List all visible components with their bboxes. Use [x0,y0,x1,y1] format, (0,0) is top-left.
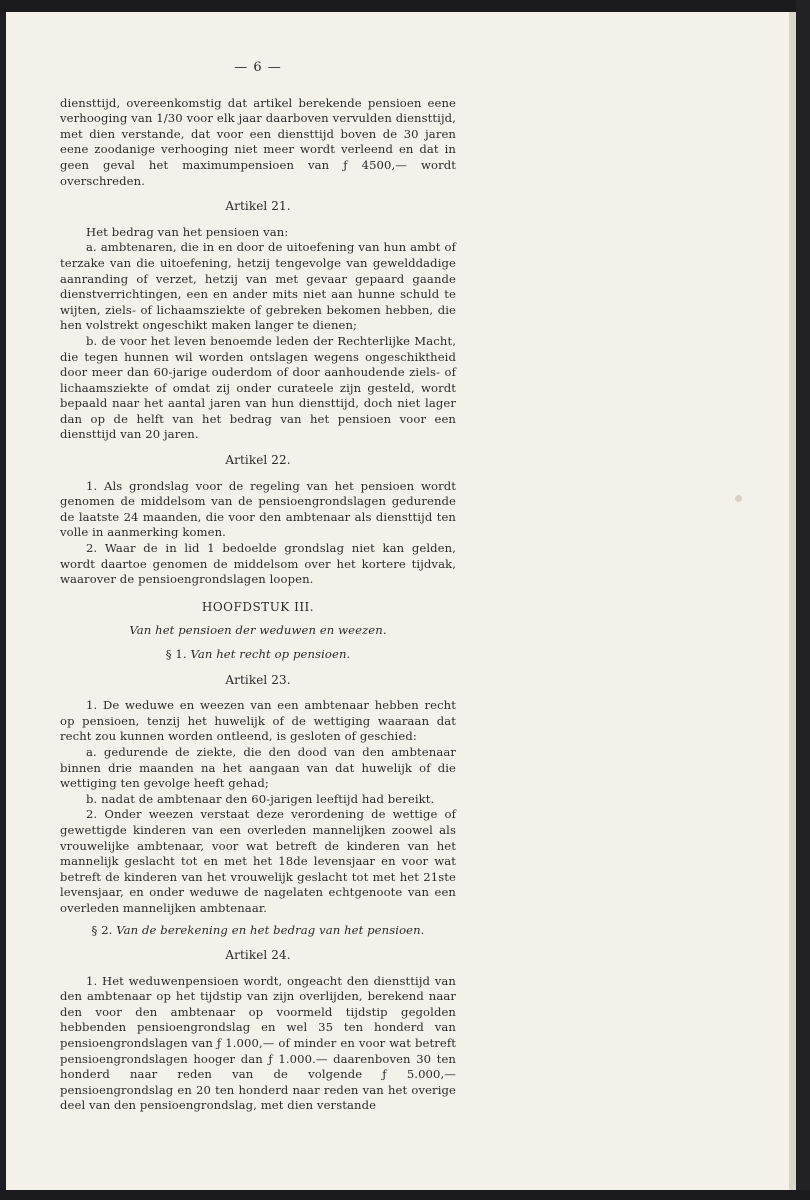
article-23-item-b: b. nadat de ambtenaar den 60-jarigen leeftijd had bereikt. [86,791,435,806]
article-22-para-2: 2. Waar de in lid 1 bedoelde grondslag niet kan gelden, wordt daartoe genomen de middelsom over het kortere tijdvak, waarover de pensioengrondslagen loopen. [60,541,456,587]
scan-border-top [0,0,810,12]
article-23-heading: Artikel 23. [225,672,291,687]
intro-paragraph: diensttijd, overeenkomstig dat artikel berekende pensioen eene verhooging van 1/30 voor elk jaar daarboven vervulden diensttijd, met dien verstande, dat voor een diensttijd boven de 30 jaren eene zoodanige verhooging niet meer wordt verleend en dat in geen geval het maximumpensioen van ƒ 4500,— wordt overschreden. [60,95,456,188]
article-21-item-b: b. de voor het leven benoemde leden der Rechterlijke Macht, die tegen hunnen wil worden ontslagen wegens ongeschiktheid door meer dan 60-jarige ouderdom of door aanhoudende ziels- of lichaamsziekte of omdat zij onder curateele zijn gesteld, wordt bepaald naar het aantal jaren van hun diensttijd, doch niet lager dan op de helft van het bedrag van het pensioen voor een diensttijd van 20 jaren. [60,333,456,442]
paper-spot [735,495,742,502]
scan-border-right [796,0,810,1200]
chapter-subtitle: Van het pensioen der weduwen en weezen. [129,623,387,638]
document-text [60,60,456,1114]
article-21-heading: Artikel 21. [225,199,291,214]
article-23-para-1: 1. De weduwe en weezen van een ambtenaar hebben recht op pensioen, tenzij het huwelijk of de wettiging waaraan dat recht zou kunnen worden ontleend, is gesloten of geschied: [60,698,456,744]
article-22-para-1: 1. Als grondslag voor de regeling van het pensioen wordt genomen de middelsom van de pensioengrondslagen gedurende de laatste 24 maanden, die voor den ambtenaar als diensttijd ten volle in aanmerking komen. [60,478,456,540]
article-21-lead: Het bedrag van het pensioen van: [86,224,289,239]
article-22-heading: Artikel 22. [225,453,291,468]
section-1-mark: § 1. [165,647,187,661]
chapter-heading: HOOFDSTUK III. [201,599,315,614]
article-23-para-2: 2. Onder weezen verstaat deze verordening de wettige of gewettigde kinderen van een overleden mannelijken zoowel als vrouwelijke ambtenaar, voor wat betreft de kinderen van het mannelijk geslacht tot en met het 18de levensjaar en voor wat betreft de kinderen van het vrouwelijk geslacht tot met het 21ste levensjaar, en onder weduwe de nagelaten echtgenoote van een overleden mannelijken ambtenaar. [60,807,456,915]
section-2-mark: § 2. [91,922,113,937]
article-23-item-a: a. gedurende de ziekte, die den dood van den ambtenaar binnen drie maanden na het aangaan van dat huwelijk of die wettiging ten gevolge heeft gehad; [60,744,456,791]
section-2-title: Van de berekening en het bedrag van het pensioen. [116,922,425,937]
scan-border-bottom [0,1190,810,1200]
section-2-heading [60,923,456,939]
article-24-heading: Artikel 24. [225,948,291,963]
section-1-heading [60,647,456,663]
article-24-para-1: 1. Het weduwenpensioen wordt, ongeacht den diensttijd van den ambtenaar op het tijdstip van zijn overlijden, berekend naar den voor den ambtenaar op voormeld tijdstip gegolden hebbenden pensioengrondslag en wel 35 ten honderd van pensioengrondslagen van ƒ 1.000,— of minder en voor wat betreft pensioengrondslagen hooger dan ƒ 1.000.— daarenboven 30 ten honderd naar reden van de volgende ƒ 5.000,— pensioengrondslag en 20 ten honderd naar reden van het overige deel van den pensioengrondslag, met dien verstande [60,973,456,1113]
section-1-title: Van het recht op pensioen. [190,647,351,661]
page-number: — 6 — [234,60,282,75]
page-edge [789,12,796,1190]
article-21-item-a: a. ambtenaren, die in en door de uitoefening van hun ambt of terzake van die uitoefening, hetzij tengevolge van gewelddadige aanranding of verzet, hetzij van met gevaar gepaard gaande dienstverrichtingen, een en ander mits niet aan hunne schuld te wijten, ziels- of lichaamsziekte of gebreken bekomen hebben, die hen volstrekt ongeschikt maken langer te dienen; [60,240,456,333]
